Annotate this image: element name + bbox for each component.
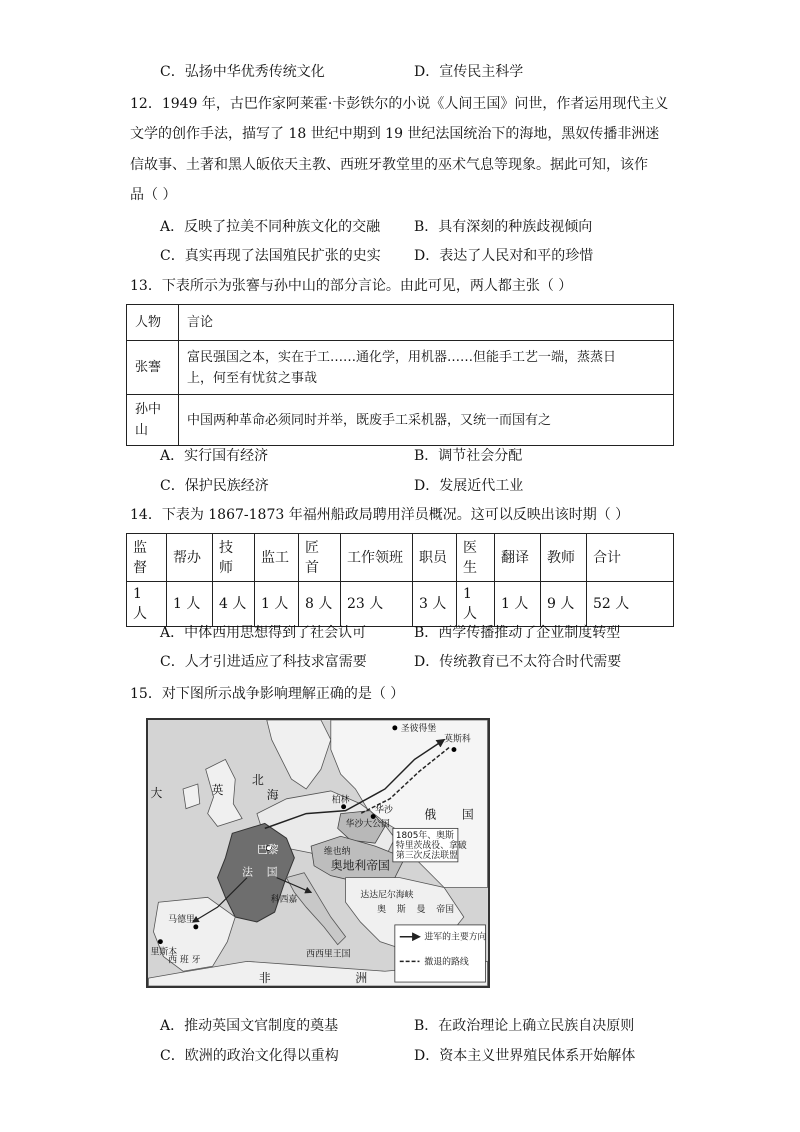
q14-table: [126, 533, 674, 627]
q14-header-cell: [541, 534, 587, 582]
q13-row2-person-line1: 孙中: [135, 402, 162, 417]
q11-option-c: C．弘扬中华优秀传统文化: [160, 64, 325, 80]
q13-row1-speech: [179, 341, 674, 395]
q14-header-cell: [413, 534, 457, 582]
q14-value-cell: 1 人: [457, 582, 495, 627]
q14-h8-l1: 翻译: [501, 549, 529, 566]
q14-header-cell: [495, 534, 541, 582]
q14-value-cell: 1 人: [495, 582, 541, 627]
legend-retreat-label: 撤退的路线: [424, 957, 469, 968]
q15-option-b: B．在政治理论上确立民族自决原则: [414, 1018, 635, 1034]
q14-header-cell: [341, 534, 413, 582]
q12-stem-line-3: 信故事、土著和黑人皈依天主教、西班牙教堂里的巫术气息等现象。据此可知，该作: [130, 157, 648, 173]
russia-label-1: 俄: [424, 807, 437, 822]
ottoman-label-1: 奥: [377, 905, 386, 916]
lisbon-label: 里斯本: [150, 947, 178, 958]
vienna-label: 维也纳: [323, 846, 351, 857]
st-petersburg-label: 圣彼得堡: [400, 723, 437, 734]
q13-row1-speech-line2: 上，何至有忧贫之事哉: [187, 370, 318, 386]
ottoman-label-3: 曼: [416, 905, 426, 916]
berlin-label: 柏林: [331, 795, 350, 806]
st-petersburg-dot: [392, 725, 397, 730]
q12-stem-line-2: 文学的创作手法，描写了 18 世纪中期到 19 世纪法国统治下的海地，黑奴传播非洲迷: [130, 126, 660, 142]
q13-table-row: [127, 395, 674, 446]
map-note-line2: 特里茨战役、拿破: [395, 841, 467, 852]
q14-header-cell: [587, 534, 674, 582]
q14-h3-l1: 监工: [261, 549, 289, 566]
q11-option-d: D．宣传民主科学: [414, 64, 524, 80]
q14-value-cell: 1 人: [255, 582, 299, 627]
q13-row2-speech: 中国两种革命必须同时并举，既废手工采机器，又统一而国有之: [179, 395, 674, 446]
q13-row2-person-line2: 山: [135, 423, 149, 438]
q14-h9-l1: 教师: [547, 549, 575, 566]
q13-header-person: 人物: [127, 305, 179, 341]
q14-header-cell: [255, 534, 299, 582]
q14-value-cell: 1 人: [127, 582, 167, 627]
q14-h4-l1: 匠: [305, 539, 319, 556]
lisbon-dot: [158, 939, 163, 944]
q12-option-a: A．反映了拉美不同种族文化的交融: [160, 219, 381, 235]
north-sea-label-2: 海: [266, 787, 279, 802]
legend-attack-label: 进军的主要方向: [424, 932, 487, 943]
africa-label-2: 洲: [355, 971, 368, 986]
paris-label: 巴黎: [256, 843, 279, 856]
q14-h1-l1: 帮办: [173, 549, 201, 566]
q14-option-c: C．人才引进适应了科技求富需要: [160, 654, 367, 670]
q14-option-a: A．中体西用思想得到了社会认可: [160, 625, 367, 641]
q15-stem: 15．对下图所示战争影响理解正确的是（ ）: [130, 686, 405, 702]
q14-header-cell: [167, 534, 213, 582]
q13-option-c: C．保护民族经济: [160, 478, 269, 494]
q14-h6-l1: 职员: [419, 549, 447, 566]
madrid-label: 马德里: [168, 914, 195, 925]
q14-value-cell: 9 人: [541, 582, 587, 627]
q14-value-cell: 4 人: [213, 582, 255, 627]
north-sea-label-1: 北: [251, 773, 264, 788]
q13-table-row: [127, 341, 674, 395]
map-svg: [148, 720, 488, 986]
q14-option-b: B．西学传播推动了企业制度转型: [414, 625, 621, 641]
dardanelles-label: 达达尼尔海峡: [360, 890, 414, 901]
q14-stem: 14．下表为 1867-1873 年福州船政局聘用洋员概况。这可以反映出该时期（ ）: [130, 507, 630, 523]
spain-label: 西 班 牙: [168, 955, 201, 966]
q12-option-b: B．具有深刻的种族歧视倾向: [414, 219, 593, 235]
duchy-label: 华沙大公国: [345, 819, 390, 830]
q14-h0-l2: 督: [133, 559, 147, 576]
map-note-line1: 1805年、奥斯: [395, 831, 454, 842]
q14-value-cell: 23 人: [341, 582, 413, 627]
q14-h7-l2: 生: [463, 559, 477, 576]
france-label-1: 法: [242, 865, 253, 879]
q14-header-row: [127, 534, 674, 582]
moscow-label: 莫斯科: [444, 734, 471, 745]
q15-option-c: C．欧洲的政治文化得以重构: [160, 1048, 339, 1064]
q13-option-a: A．实行国有经济: [160, 448, 269, 464]
q14-header-cell: [457, 534, 495, 582]
austria-label: 奥地利帝国: [330, 858, 390, 873]
q14-header-cell: [299, 534, 341, 582]
warsaw-label: 华沙: [375, 805, 393, 816]
q14-h4-l2: 首: [305, 559, 319, 576]
q13-option-b: B．调节社会分配: [414, 448, 523, 464]
q14-option-d: D．传统教育已不太符合时代需要: [414, 654, 622, 670]
q14-h10-l1: 合计: [593, 549, 621, 566]
q15-option-d: D．资本主义世界殖民体系开始解体: [414, 1048, 636, 1064]
moscow-dot: [451, 747, 456, 752]
q14-value-row: [127, 582, 674, 627]
q13-row1-speech-line1: 富民强国之本，实在于工……通化学，用机器……但能手工艺一端，蒸蒸日: [187, 349, 617, 365]
q14-value-cell: 52 人: [587, 582, 674, 627]
q14-h2-l1: 技: [219, 539, 233, 556]
q14-h7-l1: 医: [463, 539, 477, 556]
q13-option-d: D．发展近代工业: [414, 478, 524, 494]
madrid-dot: [193, 924, 198, 929]
britain-label: 英: [211, 782, 224, 797]
q13-row1-person: 张謇: [127, 341, 179, 395]
q13-table: [126, 304, 674, 446]
africa-label-1: 非: [258, 971, 271, 986]
q13-header-speech: 言论: [179, 305, 674, 341]
q14-header-cell: [127, 534, 167, 582]
q12-option-d: D．表达了人民对和平的珍惜: [414, 248, 594, 264]
q12-stem-line-1: 12．1949 年，古巴作家阿莱霍·卡彭铁尔的小说《人间王国》问世，作者运用现代主义: [130, 96, 669, 112]
corsica-label: 科西嘉: [270, 895, 298, 906]
q15-option-a: A．推动英国文官制度的奠基: [160, 1018, 339, 1034]
q12-stem-line-4: 品（ ）: [130, 187, 177, 203]
q13-stem: 13．下表所示为张謇与孙中山的部分言论。由此可见，两人都主张（ ）: [130, 278, 573, 294]
q13-table-header-row: [127, 305, 674, 341]
q14-value-cell: 3 人: [413, 582, 457, 627]
q14-header-cell: [213, 534, 255, 582]
map-note-line3: 第三次反法联盟: [395, 850, 458, 861]
q14-h0-l1: 监: [133, 539, 147, 556]
q14-h5-l1: 工作领班: [347, 549, 403, 566]
q14-h2-l2: 师: [219, 559, 233, 576]
ireland-land: [183, 784, 200, 809]
france-label-2: 国: [266, 865, 278, 879]
q13-row2-person: [127, 395, 179, 446]
ottoman-label-4: 帝国: [436, 905, 454, 916]
q12-option-c: C．真实再现了法国殖民扩张的史实: [160, 248, 381, 264]
russia-label-2: 国: [461, 807, 474, 822]
q14-value-cell: 8 人: [299, 582, 341, 627]
q14-value-cell: 1 人: [167, 582, 213, 627]
ottoman-label-2: 斯: [396, 905, 406, 916]
atlantic-label: 大: [150, 785, 163, 800]
sicily-label: 西西里王国: [306, 949, 351, 960]
napoleonic-wars-map: [146, 718, 490, 988]
